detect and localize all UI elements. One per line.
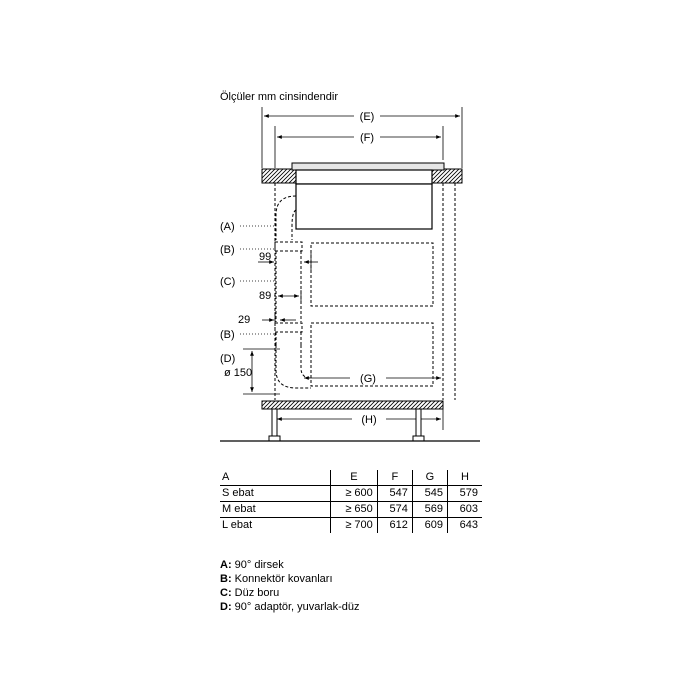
dimension-f — [275, 126, 443, 168]
table-row — [220, 486, 482, 502]
dimension-29 — [238, 312, 296, 326]
svg-text:(B): (B) — [220, 329, 235, 341]
callout-b2 — [220, 329, 276, 341]
dimension-g-label: (G) — [360, 373, 376, 385]
svg-text:(A): (A) — [220, 221, 235, 233]
svg-text:89: 89 — [259, 290, 272, 302]
table-cell: 643 — [448, 518, 483, 534]
legend — [220, 558, 360, 614]
dimension-89 — [259, 290, 301, 302]
legend-key: C: — [220, 587, 232, 599]
row-label: M ebat — [220, 502, 331, 518]
table-cell: ≥ 650 — [331, 502, 378, 518]
table-cell: ≥ 700 — [331, 518, 378, 534]
table-row — [220, 518, 482, 534]
dimension-h-label: (H) — [361, 414, 377, 426]
callout-c — [220, 276, 276, 288]
legend-text: 90° adaptör, yuvarlak-düz — [231, 601, 360, 613]
svg-text:29: 29 — [238, 314, 251, 326]
table-header-row — [220, 470, 482, 486]
table-cell: E — [331, 470, 378, 486]
table-cell: 545 — [412, 486, 447, 502]
row-label: L ebat — [220, 518, 331, 534]
table-cell: G — [412, 470, 447, 486]
cooktop-body — [296, 170, 432, 184]
table-cell: F — [377, 470, 412, 486]
dimension-f-label: (F) — [359, 132, 375, 144]
table-cell: 603 — [448, 502, 483, 518]
row-label: S ebat — [220, 486, 331, 502]
legend-key: B: — [220, 573, 232, 585]
base-board — [262, 401, 443, 409]
callout-d — [220, 353, 235, 365]
table-row — [220, 502, 482, 518]
units-note: Ölçüler mm cinsindendir — [220, 91, 338, 103]
legend-text: 90° dirsek — [231, 559, 284, 571]
table-cell: H — [448, 470, 483, 486]
cooktop-glass — [292, 163, 444, 170]
worktop-left — [262, 169, 296, 183]
svg-text:(D): (D) — [220, 353, 236, 365]
table-cell: 612 — [377, 518, 412, 534]
row-label: A — [222, 471, 230, 483]
table-cell: 574 — [377, 502, 412, 518]
legend-key: D: — [220, 601, 232, 613]
table-cell: ≥ 600 — [331, 486, 378, 502]
table-cell: 609 — [412, 518, 447, 534]
dimension-99 — [258, 250, 318, 270]
legend-item — [220, 572, 360, 586]
worktop-right — [432, 169, 462, 183]
svg-text:99: 99 — [259, 251, 272, 263]
dimension-e-label: (E) — [359, 111, 375, 123]
callout-a — [220, 221, 276, 233]
dimension-g — [304, 373, 441, 385]
dimensions-table — [220, 470, 482, 533]
table-cell: 579 — [448, 486, 483, 502]
cooktop-unit — [296, 184, 432, 229]
table-cell: 569 — [412, 502, 447, 518]
legend-key: A: — [220, 559, 232, 571]
legend-item — [220, 558, 360, 572]
legend-text: Konnektör kovanları — [231, 573, 333, 585]
svg-text:(C): (C) — [220, 276, 236, 288]
dimensions-table-wrap — [220, 470, 482, 533]
legend-text: Düz boru — [231, 587, 280, 599]
legend-item — [220, 600, 360, 614]
svg-text:ø 150: ø 150 — [224, 367, 253, 379]
table-cell: 547 — [377, 486, 412, 502]
svg-text:(B): (B) — [220, 244, 235, 256]
leg-left — [272, 409, 277, 437]
leg-right — [416, 409, 421, 437]
legend-item — [220, 586, 360, 600]
